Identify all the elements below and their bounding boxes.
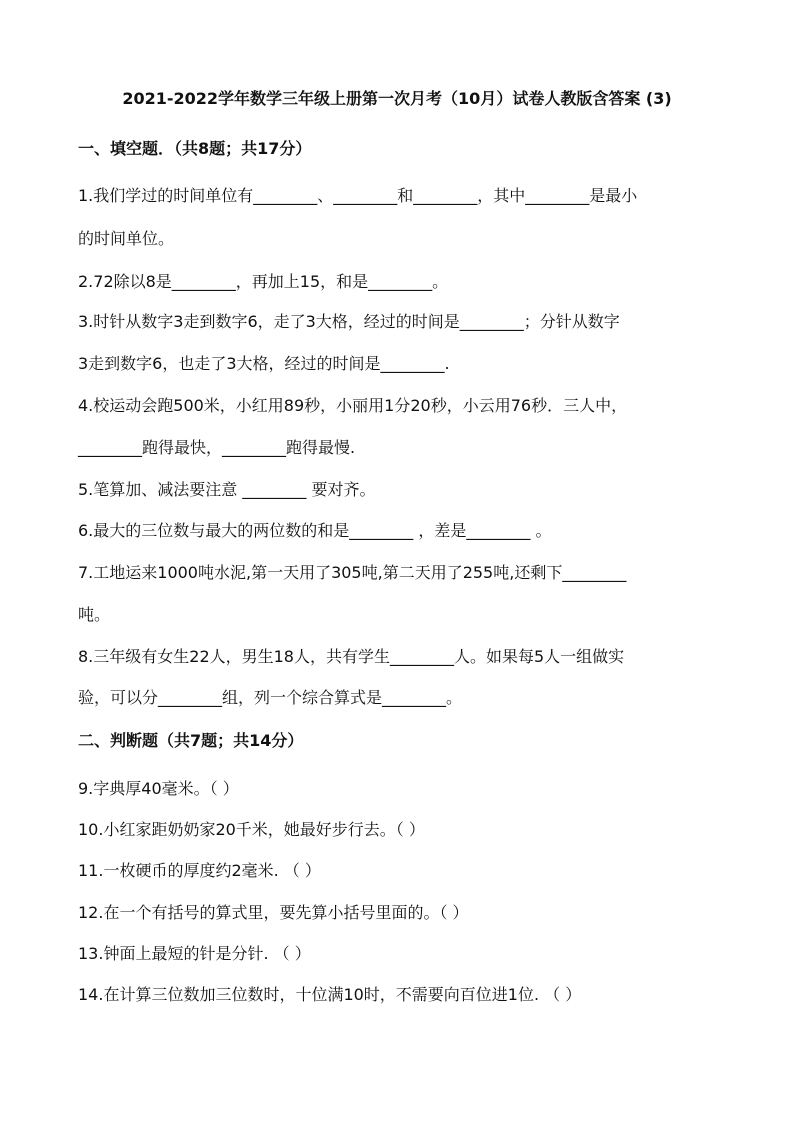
question-1-line-2: 的时间单位。 — [78, 229, 175, 248]
question-12: 12.在一个有括号的算式里，要先算小括号里面的。（ ） — [78, 903, 469, 922]
question-4-line-2: ________跑得最快，________跑得最慢. — [78, 438, 356, 457]
section-heading-fill-in-blank: 一、填空题．（共8题；共17分） — [78, 139, 312, 158]
question-10: 10.小红家距奶奶家20千米，她最好步行去。（ ） — [78, 820, 425, 839]
question-5: 5.笔算加、减法要注意 ________ 要对齐。 — [78, 480, 376, 499]
question-7-line-2: 吨。 — [78, 605, 111, 624]
question-7-line-1: 7.工地运来1000吨水泥,第一天用了305吨,第二天用了255吨,还剩下________ — [78, 563, 627, 582]
question-6: 6.最大的三位数与最大的两位数的和是________ ，差是________ 。 — [78, 521, 552, 540]
section-heading-true-false: 二、判断题（共7题；共14分） — [78, 731, 304, 750]
page-title: 2021-2022学年数学三年级上册第一次月考（10月）试卷人教版含答案 (3) — [122, 89, 672, 108]
question-1-line-1: 1.我们学过的时间单位有________、________和________，其中________是最小 — [78, 186, 638, 205]
question-3-line-1: 3.时针从数字3走到数字6，走了3大格，经过的时间是________；分针从数字 — [78, 312, 620, 331]
question-9: 9.字典厚40毫米。（ ） — [78, 779, 239, 798]
question-13: 13.钟面上最短的针是分针. （ ） — [78, 944, 311, 963]
question-11: 11.一枚硬币的厚度约2毫米. （ ） — [78, 861, 321, 880]
question-8-line-1: 8.三年级有女生22人，男生18人，共有学生________人。如果每5人一组做实 — [78, 647, 625, 666]
question-8-line-2: 验，可以分________组，列一个综合算式是________。 — [78, 688, 463, 707]
question-14: 14.在计算三位数加三位数时，十位满10时，不需要向百位进1位. （ ） — [78, 985, 582, 1004]
question-3-line-2: 3走到数字6，也走了3大格，经过的时间是________. — [78, 354, 450, 373]
question-4-line-1: 4.校运动会跑500米，小红用89秒，小丽用1分20秒，小云用76秒．三人中， — [78, 396, 628, 415]
question-2: 2.72除以8是________，再加上15，和是________。 — [78, 272, 449, 291]
